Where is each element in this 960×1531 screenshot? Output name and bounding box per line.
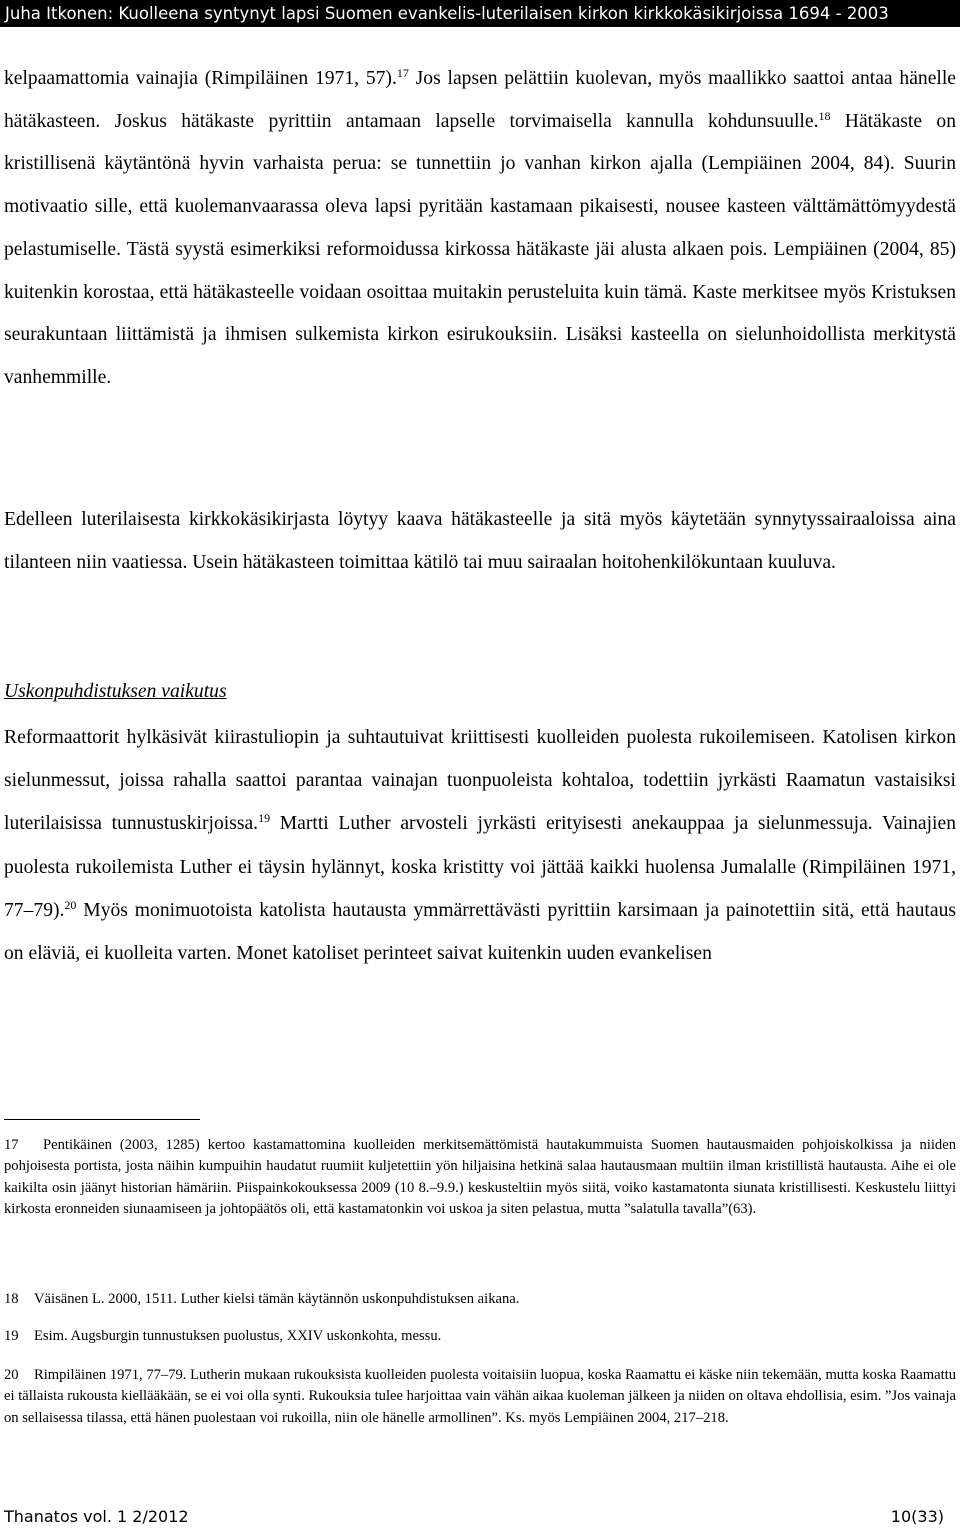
paragraph-text: Reformaattorit hylkäsivät kiirastuliopin ja suhtautuivat kriittisesti kuolleiden puolesta rukoilemiseen. Katolisen kirkon sielunmessut, joissa rahalla saattoi parantaa vainajan tuonpuoleista kohtaloa, todettiin jyrkästi Raamatun vastaisiksi luterilaisissa tunnustuskirjoissa.: [4, 727, 956, 835]
footnote-number: 19: [4, 1328, 19, 1344]
footnote-text: Rimpiläinen 1971, 77–79. Lutherin mukaan rukouksista kuolleiden puolesta voitaisiin luopua, koska Raamattu ei käske niin tekemään, mutta koska Raamattu ei tällaista rukousta kiellääkään, se ei voi olla synti. Rukouksia tulee harjoittaa vain vähän aikaa kuoleman jälkeen ja niiden on oltava ehdollisia, esim. ”Jos vainaja on sellaisessa tilassa, että hänen puolestaan voi rukoilla, niin ole hänelle armollinen”. Ks. myös Lempiäinen 2004, 217–218.: [4, 1367, 956, 1426]
footnote-ref-20[interactable]: 20: [64, 897, 77, 912]
footnote-20: [4, 1365, 956, 1429]
footnote-ref-19[interactable]: 19: [258, 811, 271, 826]
footnote-number: 20: [4, 1367, 19, 1383]
page-footer: [4, 1508, 944, 1526]
body-paragraph-1: [4, 58, 956, 400]
footer-journal: Thanatos vol. 1 2/2012: [4, 1507, 189, 1526]
running-header-title: Juha Itkonen: Kuolleena syntynyt lapsi Suomen evankelis-luterilaisen kirkon kirkkokäsikirjoissa 1694 - 2003: [5, 4, 889, 23]
paragraph-text: Myös monimuotoista katolista hautausta ymmärrettävästi pyrittiin karsimaan ja painotettiin sitä, että hautaus on eläviä, ei kuolleita varten. Monet katoliset perinteet saivat kuitenkin uuden evankelisen: [4, 899, 956, 965]
body-paragraph-2: Edelleen luterilaisesta kirkkokäsikirjasta löytyy kaava hätäkasteelle ja sitä myös käytetään synnytyssairaaloissa aina tilanteen niin vaatiessa. Usein hätäkasteen toimittaa kätilö tai muu sairaalan hoitohenkilökuntaan kuuluva.: [4, 509, 956, 573]
footnote-separator: [4, 1119, 200, 1120]
footnote-ref-17[interactable]: 17: [396, 66, 409, 80]
footnote-text: Pentikäinen (2003, 1285) kertoo kastamattomina kuolleiden merkitsemättömistä hautakummuista Suomen hautausmaiden pohjoiskolkissa ja niiden pohjoisesta portista, josta näihin kumpuihin haudatut ruumiit kuljetettiin yön hiljaisina hetkinä salaa hautausmaan multiin ilman kristillistä hautausta. Aihe ei ole kaikilta osin jäänyt historian hämäriin. Piispainkokouksessa 2009 (10 8.–9.9.) keskusteltiin myös siitä, voiko kastamatonta siunata kristillisesti. Keskustelu liittyi kirkosta eronneiden siunaamiseen ja johtopäätös oli, että kastamatonkin voi uskoa ja siten pelastua, mutta ”salatulla tavalla”(63).: [4, 1137, 956, 1218]
footnote-ref-18[interactable]: 18: [818, 108, 831, 123]
paragraph-text: Martti Luther arvosteli jyrkästi erityisesti anekauppaa ja sielunmessuja. Vainajien puolesta rukoilemista Luther ei täysin hylännyt, koska kristitty voi jättää kaikki huolensa Jumalalle (Rimpiläinen 1971, 77–79).: [4, 813, 956, 921]
paragraph-text: kelpaamattomia vainajia (Rimpiläinen 1971, 57).: [4, 68, 397, 89]
footnote-text: Esim. Augsburgin tunnustuksen puolustus, XXIV uskonkohta, messu.: [34, 1328, 442, 1344]
footnote-number: 17: [4, 1137, 19, 1153]
section-heading: Uskonpuhdistuksen vaikutus: [4, 681, 227, 702]
page-number: 10(33): [890, 1507, 944, 1526]
footnote-17: [4, 1135, 956, 1221]
paragraph-text: Hätäkaste on kristillisenä käytäntönä hyvin varhaista perua: se tunnettiin jo vanhan kirkon ajalla (Lempiäinen 2004, 84). Suurin motivaatio sille, että kuolemanvaarassa oleva lapsi pyritään kastamaan pikaisesti, nousee kasteen välttämättömyydestä pelastumiselle. Tästä syystä esimerkiksi reformoidussa kirkossa hätäkaste jäi alusta alkaen pois. Lempiäinen (2004, 85) kuitenkin korostaa, että hätäkasteelle voidaan osoittaa muitakin perusteluita kuin tämä. Kaste merkitsee myös Kristuksen seurakuntaan liittämistä ja ihmisen sulkemista kirkon esirukouksiin. Lisäksi kasteella on sielunhoidollista merkitystä vanhemmille.: [4, 110, 956, 388]
body-paragraph-3: [4, 716, 956, 975]
running-header: [0, 0, 960, 27]
footnote-text: Väisänen L. 2000, 1511. Luther kielsi tämän käytännön uskonpuhdistuksen aikana.: [34, 1291, 520, 1307]
footnote-19: [4, 1326, 956, 1347]
paragraph-text: Jos lapsen pelättiin kuolevan, myös maallikko saattoi antaa hänelle hätäkasteen. Joskus hätäkaste pyrittiin antamaan lapselle torvimaisella kannulla kohdunsuulle.: [4, 68, 956, 132]
footnote-number: 18: [4, 1291, 19, 1307]
footnote-18: [4, 1289, 956, 1310]
